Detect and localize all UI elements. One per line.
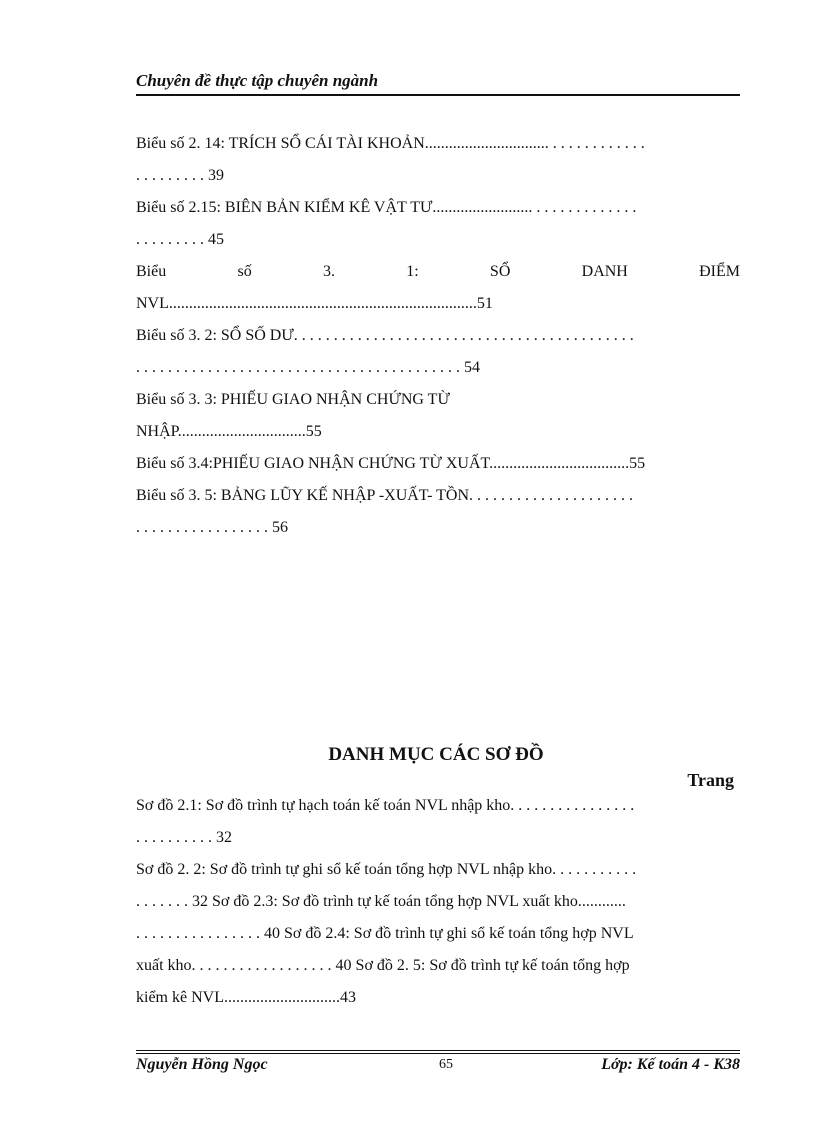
toc-line: NVL.............................................................................51: [136, 295, 493, 312]
page-number: 65: [439, 1057, 453, 1072]
page-footer: [136, 1056, 740, 1078]
toc-line: Biểu số 2.15: BIÊN BẢN KIỂM KÊ VẬT TƯ......................... . . . . . . . . . . . . .: [136, 199, 637, 216]
footer-class-label: Lớp: Kế toán 4 - K38: [601, 1056, 740, 1073]
page-column-label: Trang: [687, 770, 734, 790]
diagram-line: . . . . . . . . . . . . . . . . 40 Sơ đồ 2.4: Sơ đồ trình tự ghi sổ kế toán tổng hợp NVL: [136, 925, 634, 942]
toc-line: Biểu số 2. 14: TRÍCH SỔ CÁI TÀI KHOẢN............................... . . . . . . . . . . . .: [136, 135, 645, 152]
diagram-line: Sơ đồ 2. 2: Sơ đồ trình tự ghi sổ kế toán tổng hợp NVL nhập kho. . . . . . . . . . .: [136, 861, 637, 878]
diagram-line: xuất kho. . . . . . . . . . . . . . . . . . 40 Sơ đồ 2. 5: Sơ đồ trình tự kế toán tổng hợp: [136, 957, 630, 974]
footer-rule: [136, 1053, 740, 1054]
header-rule: [136, 94, 740, 96]
footer-rule: [136, 1050, 740, 1051]
table-list: [136, 128, 740, 544]
toc-line: Biểu số 3. 1: SỔ DANH ĐIỂM: [136, 263, 740, 280]
diagram-line: kiểm kê NVL.............................43: [136, 989, 356, 1006]
toc-line: Biểu số 3. 2: SỔ SỐ DƯ. . . . . . . . . . . . . . . . . . . . . . . . . . . . . . . . . . . . . . . . . . .: [136, 327, 634, 344]
page-header-title: Chuyên đề thực tập chuyên ngành: [136, 71, 379, 90]
toc-line: . . . . . . . . . 39: [136, 167, 224, 184]
toc-line: NHẬP................................55: [136, 423, 322, 440]
diagram-line: . . . . . . . . . . 32: [136, 829, 232, 846]
toc-line: Biểu số 3.4:PHIẾU GIAO NHẬN CHỨNG TỪ XUẤT...................................55: [136, 455, 646, 472]
diagram-list: [136, 790, 740, 1014]
toc-line: Biểu số 3. 3: PHIẾU GIAO NHẬN CHỨNG TỪ: [136, 391, 450, 408]
diagram-line: Sơ đồ 2.1: Sơ đồ trình tự hạch toán kế toán NVL nhập kho. . . . . . . . . . . . . . . .: [136, 797, 635, 814]
toc-line: . . . . . . . . . . . . . . . . . . . . . . . . . . . . . . . . . . . . . . . . . 54: [136, 359, 480, 376]
diagram-line: . . . . . . . 32 Sơ đồ 2.3: Sơ đồ trình tự kế toán tổng hợp NVL xuất kho............: [136, 893, 626, 910]
toc-line: . . . . . . . . . . . . . . . . . 56: [136, 519, 288, 536]
footer-author: Nguyễn Hồng Ngọc: [136, 1056, 268, 1073]
toc-line: Biểu số 3. 5: BẢNG LŨY KẾ NHẬP -XUẤT- TỒN. . . . . . . . . . . . . . . . . . . . .: [136, 487, 634, 504]
toc-line: . . . . . . . . . 45: [136, 231, 224, 248]
diagram-list-title: DANH MỤC CÁC SƠ ĐỒ: [328, 744, 544, 765]
